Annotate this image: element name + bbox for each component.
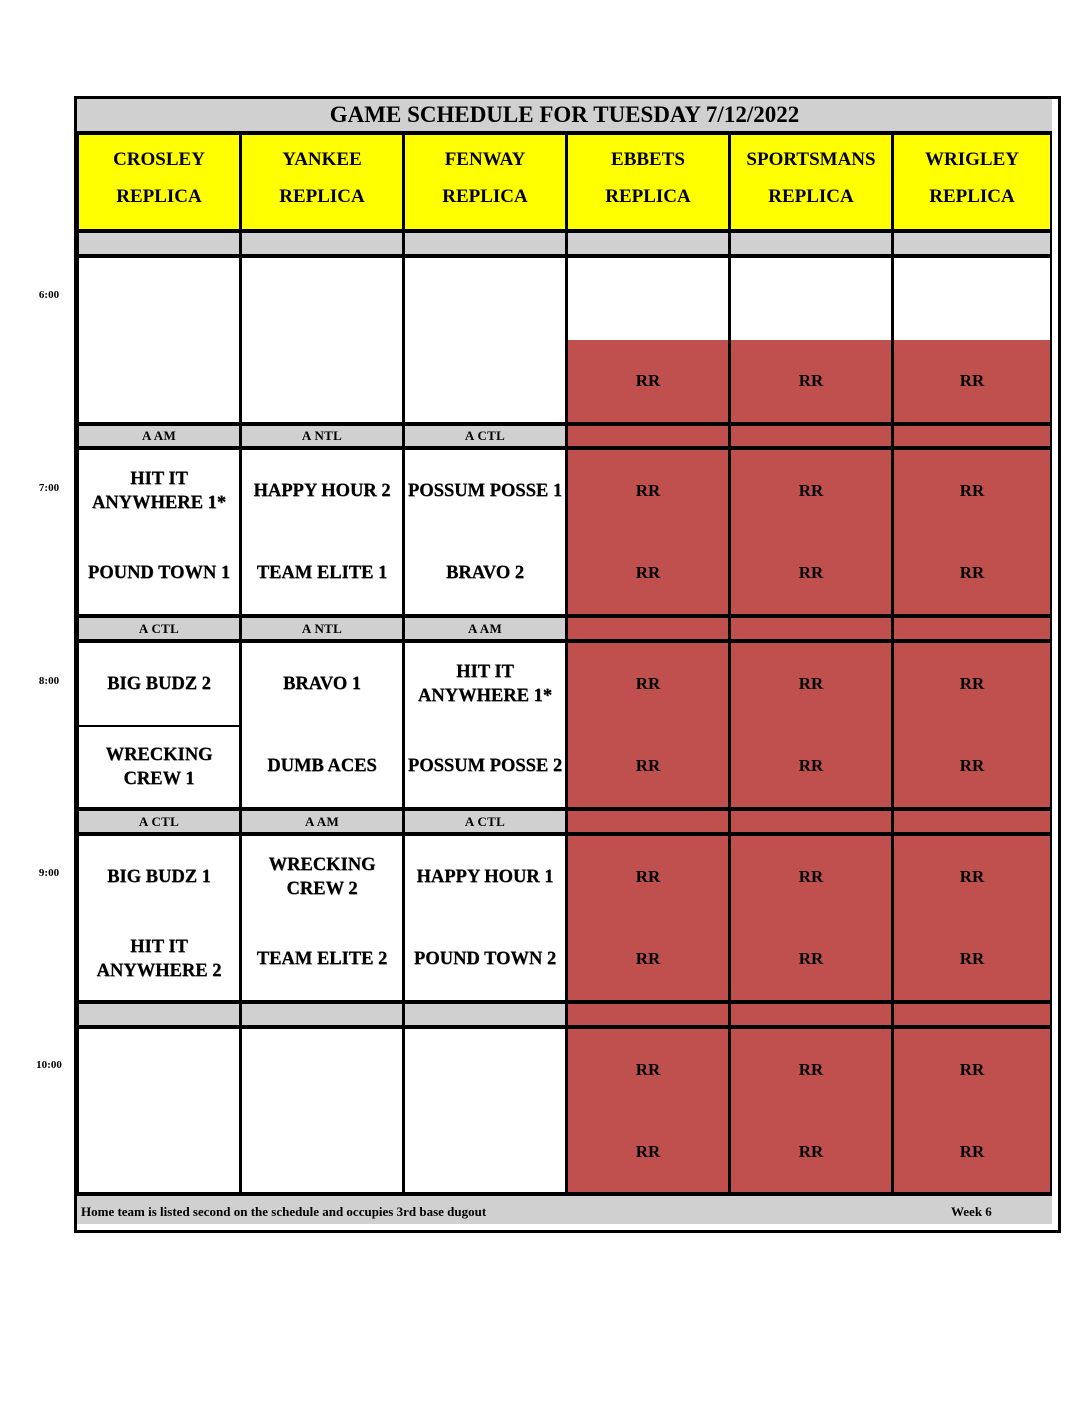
team-name: POSSUM POSSE 1 xyxy=(407,481,563,501)
empty-slot xyxy=(240,256,404,424)
reserved-slot: RR xyxy=(566,340,730,424)
reserved-label: RR xyxy=(959,1060,985,1079)
separator-cell xyxy=(77,231,241,256)
reserved-separator xyxy=(729,424,893,448)
reserved-label: RR xyxy=(798,1060,824,1079)
reserved-label: RR xyxy=(959,756,985,775)
reserved-label: RR xyxy=(798,949,824,968)
reserved-label: RR xyxy=(635,481,661,500)
team-name: HAPPY HOUR 2 xyxy=(253,481,391,501)
reserved-separator xyxy=(892,1002,1052,1027)
game-slot-yankee-9 xyxy=(240,834,404,1002)
time-label-10: 10:00 xyxy=(36,1059,62,1071)
team-name: BRAVO 2 xyxy=(446,563,524,583)
page-title: GAME SCHEDULE FOR TUESDAY 7/12/2022 xyxy=(77,99,1052,133)
game-slot-fenway-7 xyxy=(403,448,567,616)
division-label: A CTL xyxy=(77,616,241,641)
separator-cell xyxy=(729,231,893,256)
reserved-block xyxy=(729,834,893,1002)
separator-cell xyxy=(566,231,730,256)
game-slot-yankee-7 xyxy=(240,448,404,616)
reserved-label: RR xyxy=(798,674,824,693)
reserved-separator xyxy=(566,809,730,834)
team-name: POUND TOWN 2 xyxy=(413,949,557,969)
team-name: POUND TOWN 1 xyxy=(87,563,231,583)
division-label: A AM xyxy=(240,809,404,834)
time-label-6: 6:00 xyxy=(38,289,60,301)
reserved-label: RR xyxy=(635,949,661,968)
reserved-label: RR xyxy=(959,949,985,968)
empty-slot xyxy=(566,256,730,340)
reserved-label: RR xyxy=(959,1142,985,1161)
reserved-block xyxy=(892,834,1052,1002)
reserved-separator xyxy=(729,809,893,834)
team-name: WRECKING CREW 2 xyxy=(268,855,376,899)
empty-slot xyxy=(77,1027,241,1194)
empty-slot xyxy=(729,256,893,340)
reserved-label: RR xyxy=(798,1142,824,1161)
field-type: REPLICA xyxy=(442,186,528,207)
time-label-9: 9:00 xyxy=(38,867,60,879)
reserved-label: RR xyxy=(798,756,824,775)
game-slot-fenway-9 xyxy=(403,834,567,1002)
reserved-slot: RR xyxy=(892,340,1052,424)
reserved-separator xyxy=(892,424,1052,448)
reserved-label: RR xyxy=(635,1142,661,1161)
footer-bar xyxy=(77,1194,1052,1224)
team-name: TEAM ELITE 2 xyxy=(256,949,388,969)
reserved-block xyxy=(566,1027,730,1194)
field-header-fenway xyxy=(403,133,567,231)
field-name: SPORTSMANS xyxy=(746,149,876,170)
reserved-separator xyxy=(892,616,1052,641)
reserved-block xyxy=(566,834,730,1002)
reserved-block xyxy=(892,448,1052,616)
reserved-label: RR xyxy=(959,674,985,693)
reserved-label: RR xyxy=(798,563,824,582)
field-type: REPLICA xyxy=(605,186,691,207)
separator-cell xyxy=(892,231,1052,256)
game-slot-crosley-9 xyxy=(77,834,241,1002)
game-slot-crosley-7 xyxy=(77,448,241,616)
separator-cell xyxy=(240,231,404,256)
game-slot-crosley-8b: WRECKING CREW 1 xyxy=(77,725,241,809)
division-label: A CTL xyxy=(403,424,567,448)
team-name: HIT IT ANYWHERE 1* xyxy=(417,662,553,706)
reserved-label: RR xyxy=(959,563,985,582)
empty-slot xyxy=(240,1027,404,1194)
empty-slot xyxy=(403,1027,567,1194)
reserved-block xyxy=(729,1027,893,1194)
reserved-separator xyxy=(729,1002,893,1027)
team-name: BRAVO 1 xyxy=(283,674,361,694)
field-header-crosley xyxy=(77,133,241,231)
division-label: A NTL xyxy=(240,424,404,448)
time-label-8: 8:00 xyxy=(38,675,60,687)
reserved-label: RR xyxy=(798,481,824,500)
schedule-table xyxy=(74,96,1061,1233)
team-name: POSSUM POSSE 2 xyxy=(407,756,563,776)
reserved-block xyxy=(566,641,730,809)
reserved-label: RR xyxy=(959,867,985,886)
team-name: HAPPY HOUR 1 xyxy=(416,867,554,887)
field-header-wrigley xyxy=(892,133,1052,231)
reserved-block xyxy=(892,1027,1052,1194)
field-header-sportsmans xyxy=(729,133,893,231)
reserved-block xyxy=(729,448,893,616)
reserved-block xyxy=(892,641,1052,809)
division-label: A CTL xyxy=(77,809,241,834)
separator-cell xyxy=(403,231,567,256)
separator-cell xyxy=(240,1002,404,1027)
division-label: A AM xyxy=(403,616,567,641)
reserved-separator xyxy=(729,616,893,641)
field-header-yankee xyxy=(240,133,404,231)
field-name: CROSLEY xyxy=(113,149,205,170)
reserved-label: RR xyxy=(635,756,661,775)
empty-slot xyxy=(892,256,1052,340)
reserved-slot: RR xyxy=(729,340,893,424)
reserved-label: RR xyxy=(959,481,985,500)
team-name: TEAM ELITE 1 xyxy=(256,563,388,583)
reserved-block xyxy=(566,448,730,616)
empty-slot xyxy=(77,256,241,424)
game-slot-yankee-8 xyxy=(240,641,404,809)
reserved-separator xyxy=(566,424,730,448)
separator-cell xyxy=(403,1002,567,1027)
division-label: A AM xyxy=(77,424,241,448)
field-type: REPLICA xyxy=(116,186,202,207)
time-label-7: 7:00 xyxy=(38,482,60,494)
team-name: HIT IT ANYWHERE 2 xyxy=(96,937,222,981)
reserved-label: RR xyxy=(635,674,661,693)
field-name: FENWAY xyxy=(444,149,526,170)
field-name: YANKEE xyxy=(282,149,362,170)
field-name: EBBETS xyxy=(611,149,685,170)
team-name: HIT IT ANYWHERE 1* xyxy=(91,469,227,513)
team-name: DUMB ACES xyxy=(267,756,377,776)
division-label: A CTL xyxy=(403,809,567,834)
reserved-block xyxy=(729,641,893,809)
reserved-separator xyxy=(566,1002,730,1027)
separator-cell xyxy=(77,1002,241,1027)
field-name: WRIGLEY xyxy=(925,149,1019,170)
footer-note: Home team is listed second on the schedule and occupies 3rd base dugout xyxy=(81,1204,487,1219)
reserved-separator xyxy=(892,809,1052,834)
reserved-label: RR xyxy=(798,867,824,886)
game-slot-fenway-8 xyxy=(403,641,567,809)
reserved-separator xyxy=(566,616,730,641)
empty-slot xyxy=(403,256,567,424)
field-type: REPLICA xyxy=(279,186,365,207)
field-type: REPLICA xyxy=(929,186,1015,207)
reserved-label: RR xyxy=(635,867,661,886)
week-label: Week 6 xyxy=(951,1204,992,1219)
reserved-label: RR xyxy=(635,563,661,582)
field-header-ebbets xyxy=(566,133,730,231)
game-slot-crosley-8a: BIG BUDZ 2 xyxy=(77,641,241,727)
division-label: A NTL xyxy=(240,616,404,641)
reserved-label: RR xyxy=(635,1060,661,1079)
field-type: REPLICA xyxy=(768,186,854,207)
team-name: BIG BUDZ 1 xyxy=(107,867,211,887)
